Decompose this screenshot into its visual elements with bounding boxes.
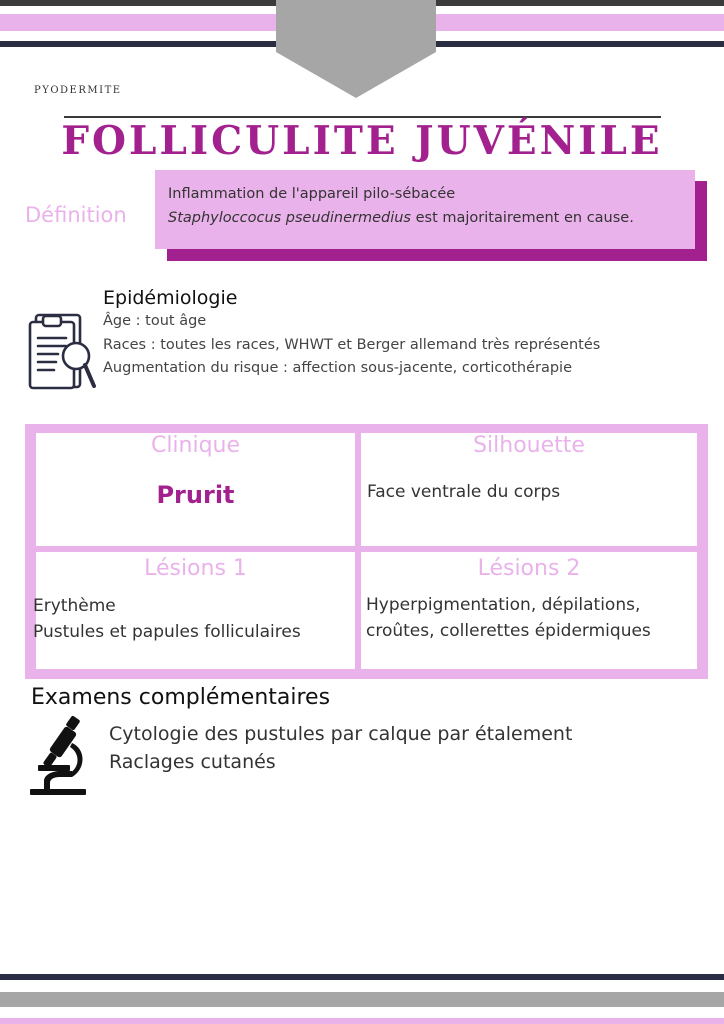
cell-silhouette-header: Silhouette [473, 433, 585, 458]
cell-lesions-2 [361, 552, 697, 669]
cell-lesions-1-header: Lésions 1 [144, 556, 247, 581]
cell-clinique-value: Prurit [156, 481, 235, 509]
lesion-1-item: Pustules et papules folliculaires [33, 621, 301, 642]
cell-lesions-1-list [33, 594, 301, 645]
exam-item-cytology: Cytologie des pustules par calque par étalement [109, 723, 573, 745]
epidemiology-list [103, 310, 600, 381]
lesion-1-item: Erythème [33, 596, 116, 616]
definition-line-2 [168, 206, 634, 230]
bottom-stripe-gray [0, 992, 724, 1007]
exam-item-scrapings: Raclages cutanés [109, 751, 276, 773]
definition-line-2-rest: est majoritairement en cause. [411, 210, 634, 226]
lesion-2-item: croûtes, collerettes épidermiques [366, 620, 651, 641]
exams-list [109, 720, 572, 776]
section-label: PYODERMITE [34, 85, 122, 96]
epidemiology-age: Âge : tout âge [103, 313, 207, 329]
exams-title: Examens complémentaires [31, 685, 331, 710]
definition-text [168, 182, 634, 230]
epidemiology-breeds: Races : toutes les races, WHWT et Berger allemand très représentés [103, 336, 601, 353]
cell-lesions-1 [33, 552, 355, 669]
definition-line-1: Inflammation de l'appareil pilo-sébacée [168, 186, 456, 202]
microscope-icon [28, 713, 92, 797]
bacteria-name: Staphyloccocus pseudinermedius [168, 210, 411, 226]
page-title: FOLLICULITE JUVÉNILE [61, 118, 663, 164]
bottom-stripe-navy [0, 974, 724, 980]
epidemiology-title: Epidémiologie [103, 287, 238, 309]
bottom-stripe-pink [0, 1018, 724, 1024]
chevron-banner [276, 0, 436, 98]
cell-lesions-2-list [366, 593, 651, 644]
cell-lesions-2-header: Lésions 2 [477, 556, 581, 581]
cell-clinique [36, 433, 355, 546]
definition-label: Définition [25, 203, 127, 227]
cell-silhouette-value: Face ventrale du corps [367, 482, 561, 502]
cell-clinique-header: Clinique [150, 433, 241, 458]
clipboard-magnifier-icon [26, 308, 98, 390]
epidemiology-risk: Augmentation du risque : affection sous-jacente, corticothérapie [103, 360, 573, 376]
lesion-2-item: Hyperpigmentation, dépilations, [366, 595, 641, 615]
cell-silhouette [361, 433, 697, 546]
